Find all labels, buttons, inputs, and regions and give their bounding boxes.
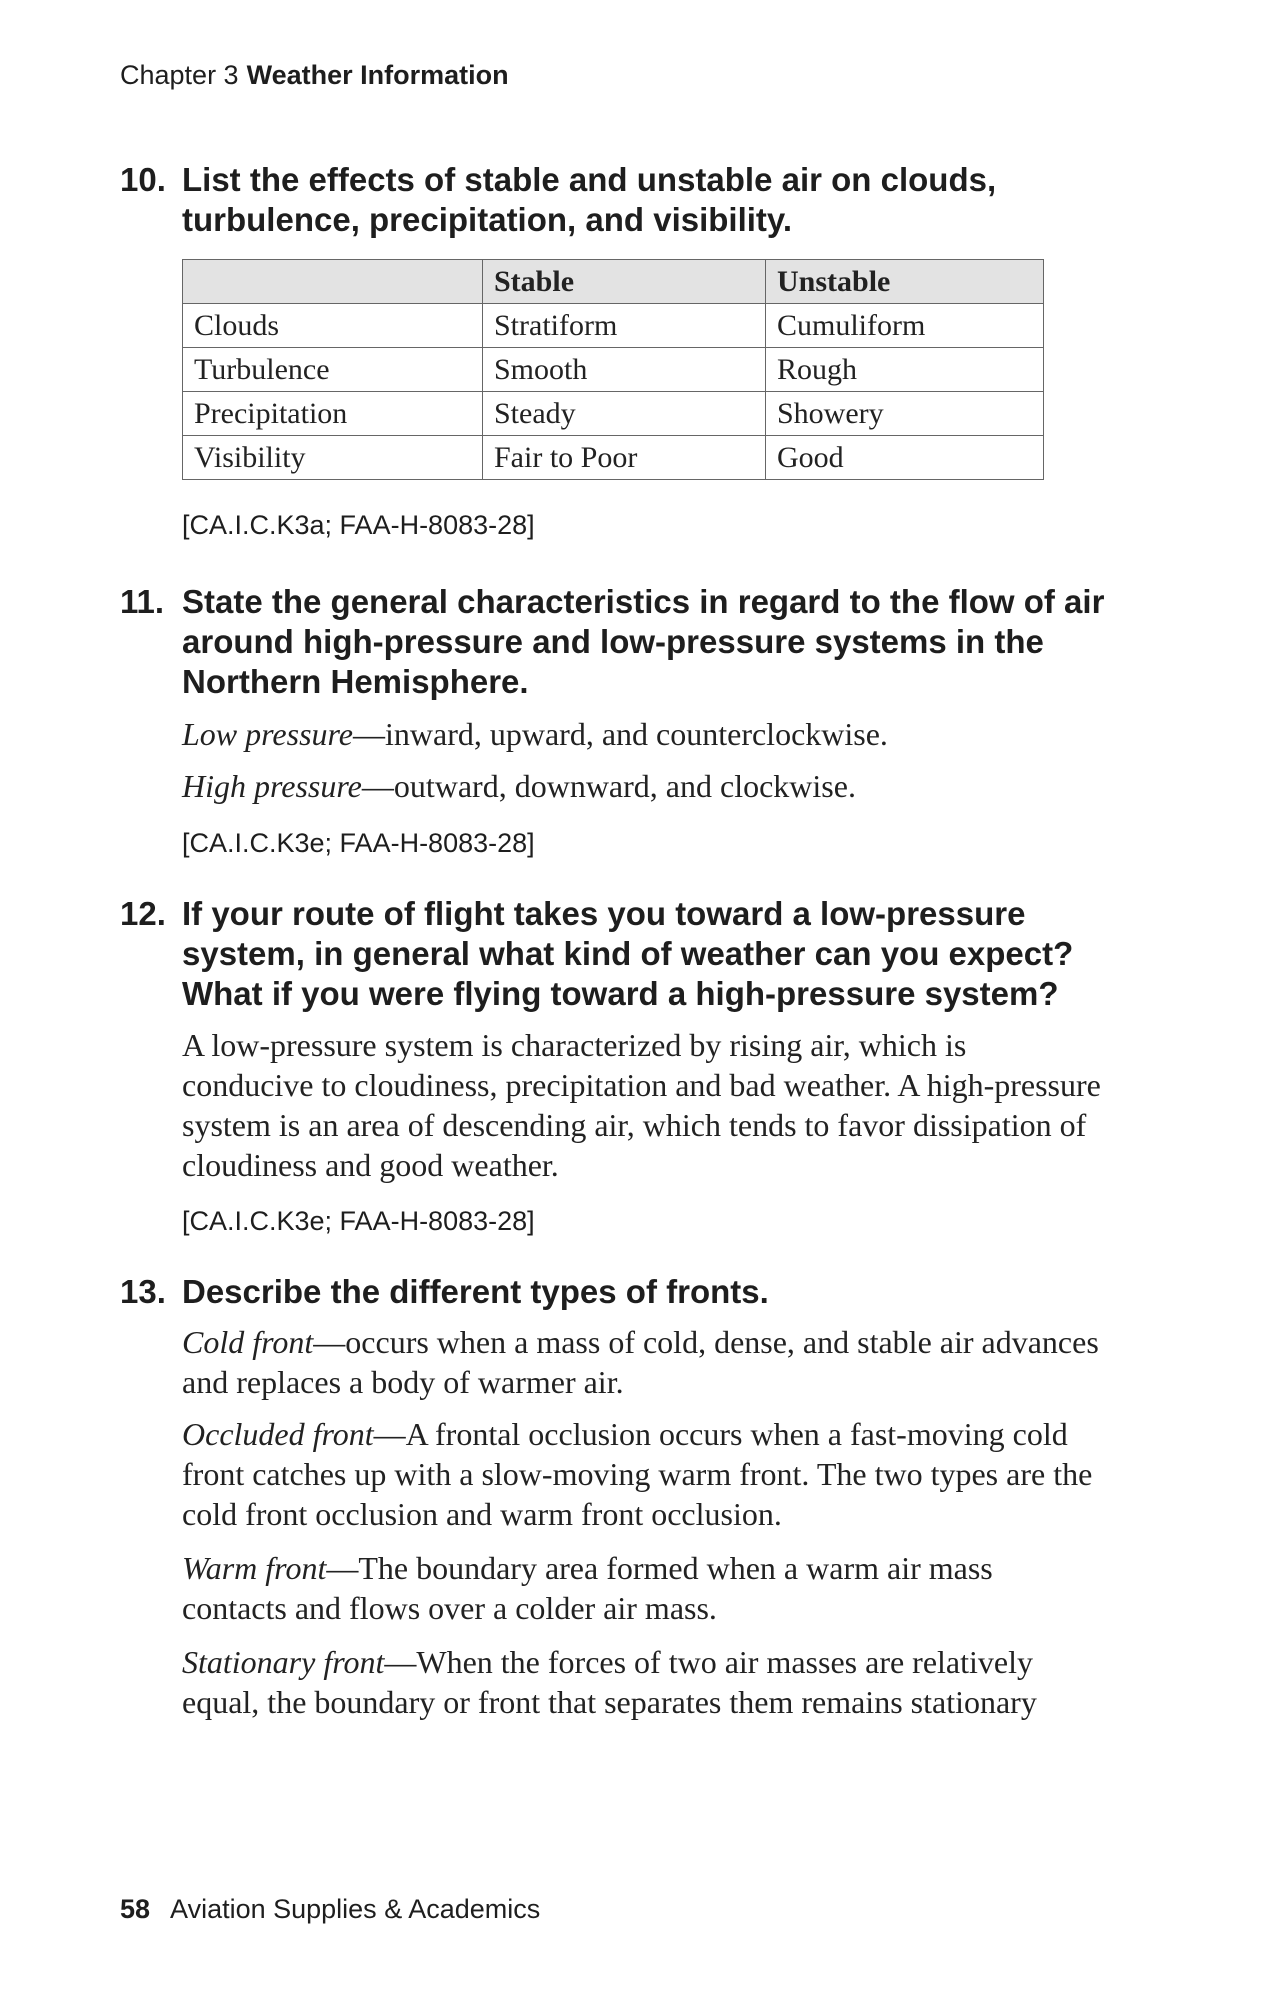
question-number: 11. [120,583,165,620]
section-title: Weather Information [246,60,509,90]
table-cell: Stratiform [483,304,766,348]
question-11 [120,582,1120,702]
question-number: 12. [120,895,166,932]
answer-term: Stationary front [182,1644,385,1680]
answer-text: —A frontal occlusion occurs when a fast-moving cold front catches up with a slow-moving warm front. The two types are the cold front occlusion and warm front occlusion. [182,1416,1093,1532]
stability-table [182,259,1044,480]
answer-paragraph [182,766,1102,806]
chapter-label: Chapter 3 [120,60,239,90]
answer-term: Low pressure [182,716,353,752]
answer-term: Cold front [182,1324,314,1360]
table-cell: Cumuliform [766,304,1044,348]
question-text: If your route of flight takes you toward a low-pressure system, in general what kind of weather can you expect? What if you were flying toward a high-pressure system? [182,895,1074,1012]
question-number: 10. [120,161,166,198]
question-number: 13. [120,1273,166,1310]
answer-paragraph [182,1642,1102,1722]
table-cell: Turbulence [183,348,483,392]
table-row [183,436,1044,480]
question-text: State the general characteristics in regard to the flow of air around high-pressure and low-pressure systems in the Northern Hemisphere. [182,583,1105,700]
table-cell: Visibility [183,436,483,480]
reference: [CA.I.C.K3a; FAA-H-8083-28] [182,510,535,540]
table-header-cell: Stable [483,260,766,304]
table-cell: Showery [766,392,1044,436]
question-13 [120,1272,1120,1312]
question-10 [120,160,1120,240]
table-cell: Smooth [483,348,766,392]
running-head [120,60,509,91]
answer-text: —When the forces of two air masses are relatively equal, the boundary or front that separates them remains stationary [182,1644,1037,1720]
answer-term: Warm front [182,1550,327,1586]
page-footer [120,1894,540,1925]
table-header-cell [183,260,483,304]
table-cell: Steady [483,392,766,436]
reference: [CA.I.C.K3e; FAA-H-8083-28] [182,1206,535,1236]
table-row [183,304,1044,348]
answer-paragraph [182,1548,1102,1628]
answer-text: —occurs when a mass of cold, dense, and stable air advances and replaces a body of warmer air. [182,1324,1099,1400]
answer-paragraph [182,714,1102,754]
publisher-name: Aviation Supplies & Academics [170,1894,541,1924]
answer-paragraph [182,1414,1102,1534]
table-cell: Good [766,436,1044,480]
question-12 [120,894,1120,1014]
table-cell: Precipitation [183,392,483,436]
table-cell: Rough [766,348,1044,392]
answer-paragraph [182,1322,1102,1402]
question-text: List the effects of stable and unstable air on clouds, turbulence, precipitation, and visibility. [182,161,997,238]
table-cell: Clouds [183,304,483,348]
table-header-row [183,260,1044,304]
page-number: 58 [120,1894,151,1924]
table-cell: Fair to Poor [483,436,766,480]
answer-term: Occluded front [182,1416,374,1452]
answer-paragraph: A low-pressure system is characterized by rising air, which is conducive to cloudiness, precipitation and bad weather. A high-pressure system is an area of descending air, which tends to favor dissipation of cloudiness and good weather. [182,1027,1101,1183]
answer-text: —inward, upward, and counterclockwise. [352,716,888,752]
reference: [CA.I.C.K3e; FAA-H-8083-28] [182,828,535,858]
table-header-cell: Unstable [766,260,1044,304]
table-row [183,348,1044,392]
table-row [183,392,1044,436]
answer-text: —outward, downward, and clockwise. [361,768,856,804]
answer-text: —The boundary area formed when a warm air mass contacts and flows over a colder air mass. [182,1550,993,1626]
question-text: Describe the different types of fronts. [182,1273,769,1310]
answer-term: High pressure [182,768,362,804]
